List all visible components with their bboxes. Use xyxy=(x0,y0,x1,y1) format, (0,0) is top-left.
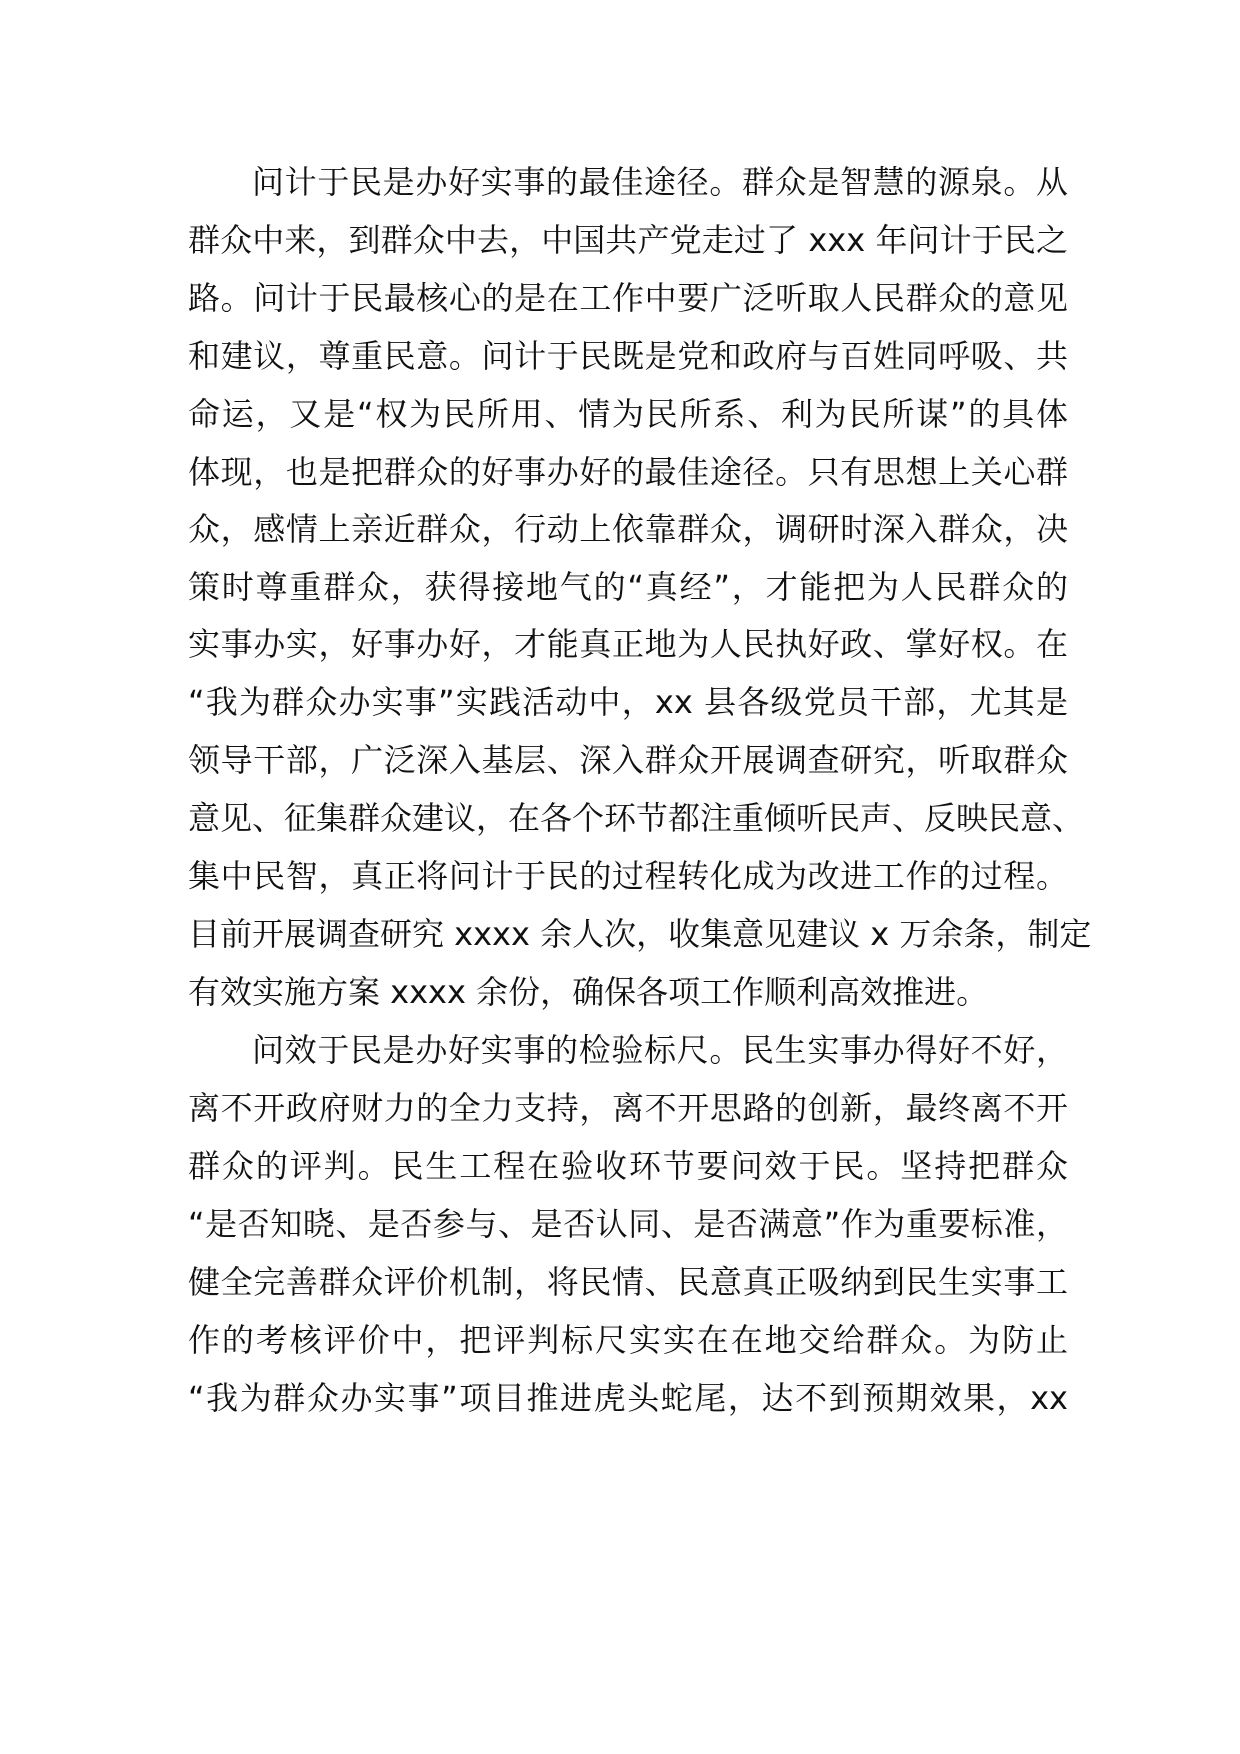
text-line: 集中民智，真正将问计于民的过程转化成为改进工作的过程。 xyxy=(188,857,1068,895)
text-line: 作的考核评价中，把评判标尺实实在在地交给群众。为防止 xyxy=(188,1321,1068,1359)
text-line: 意见、征集群众建议，在各个环节都注重倾听民声、反映民意、 xyxy=(188,799,1085,837)
text-line: “我为群众办实事”项目推进虎头蛇尾，达不到预期效果，xx xyxy=(188,1379,1068,1417)
text-line: 问效于民是办好实事的检验标尺。民生实事办得好不好， xyxy=(252,1031,1068,1069)
text-line: 目前开展调查研究 xxxx 余人次，收集意见建议 x 万余条，制定 xyxy=(188,915,1092,953)
text-line: 体现，也是把群众的好事办好的最佳途径。只有思想上关心群 xyxy=(188,453,1068,491)
text-line: 和建议，尊重民意。问计于民既是党和政府与百姓同呼吸、共 xyxy=(188,337,1068,375)
text-line: 问计于民是办好实事的最佳途径。群众是智慧的源泉。从 xyxy=(252,163,1068,201)
text-line: 有效实施方案 xxxx 余份，确保各项工作顺利高效推进。 xyxy=(188,973,989,1011)
text-line: “我为群众办实事”实践活动中，xx 县各级党员干部，尤其是 xyxy=(188,683,1068,721)
text-line: “是否知晓、是否参与、是否认同、是否满意”作为重要标准， xyxy=(188,1205,1068,1243)
text-line: 路。问计于民最核心的是在工作中要广泛听取人民群众的意见 xyxy=(188,279,1068,317)
text-line: 健全完善群众评价机制，将民情、民意真正吸纳到民生实事工 xyxy=(188,1263,1068,1301)
text-line: 命运，又是“权为民所用、情为民所系、利为民所谋”的具体 xyxy=(188,395,1068,433)
text-line: 群众中来，到群众中去，中国共产党走过了 xxx 年问计于民之 xyxy=(188,221,1068,259)
text-line: 众，感情上亲近群众，行动上依靠群众，调研时深入群众，决 xyxy=(188,510,1068,548)
text-line: 离不开政府财力的全力支持，离不开思路的创新，最终离不开 xyxy=(188,1089,1068,1127)
text-line: 策时尊重群众，获得接地气的“真经”，才能把为人民群众的 xyxy=(188,568,1068,606)
text-line: 群众的评判。民生工程在验收环节要问效于民。坚持把群众 xyxy=(188,1147,1068,1185)
text-line: 领导干部，广泛深入基层、深入群众开展调查研究，听取群众 xyxy=(188,741,1068,779)
text-line: 实事办实，好事办好，才能真正地为人民执好政、掌好权。在 xyxy=(188,625,1068,663)
